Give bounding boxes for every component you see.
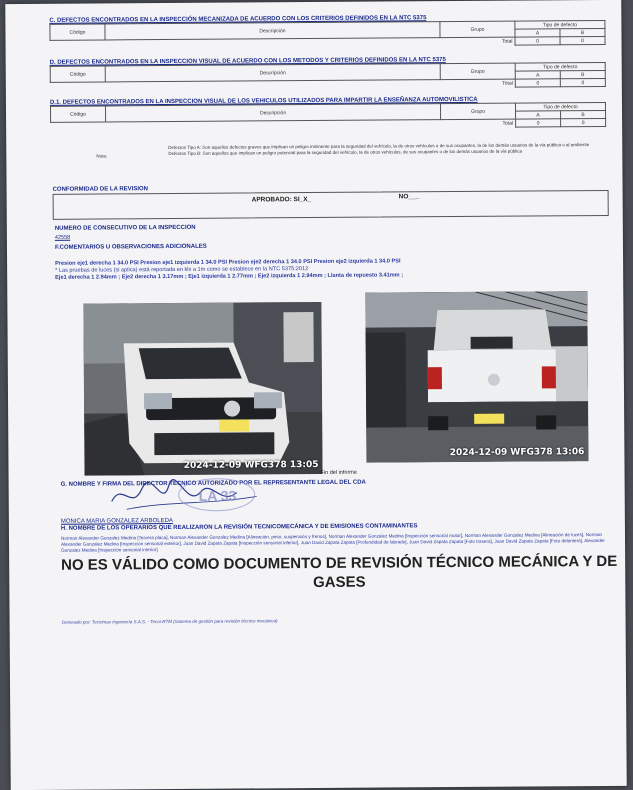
col-codigo: Código xyxy=(50,106,105,122)
front-vehicle-image xyxy=(83,302,322,476)
front-photo-timestamp: 2024-12-09 WFG378 13:05 xyxy=(183,459,319,471)
rear-vehicle-photo xyxy=(365,291,588,463)
observaciones xyxy=(55,257,575,282)
obs-line-2: * Las pruebas de luces (si aplica) está reportada en klx a 1m como se establece en la NTC 5375:2012 xyxy=(55,266,309,274)
col-descripcion: Descripción xyxy=(105,22,440,40)
consecutivo-number: 42558 xyxy=(54,234,71,241)
col-descripcion: Descripción xyxy=(105,64,440,82)
total-a: 0 xyxy=(515,37,560,45)
section-c-table xyxy=(49,20,605,49)
total-label: Total xyxy=(502,120,514,127)
note-type-a: Defectos Tipo A: Son aquellos defectos graves que implican un peligro inminente para la seguridad del vehículo, la de otros vehículos o de sus ocupantes, la de los demás usuarios de la vía pública o al ambiente xyxy=(168,142,590,151)
defect-note xyxy=(96,142,616,159)
col-a: A xyxy=(516,111,561,119)
section-g-title: G. NOMBRE Y FIRMA DEL DIRECTOR TECNICO AUTORIZADO POR EL REPRESENTANTE LEGAL DEL CDA xyxy=(60,479,366,488)
director-signature xyxy=(107,470,277,519)
section-d1-title: D.1. DEFECTOS ENCONTRADOS EN LA INSPECCION VISUAL DE LOS VEHICULOS UTILIZADOS PARA IMPARTIR LA ENSEÑANZA AUTOMOVILISTICA xyxy=(49,96,478,106)
total-b: 0 xyxy=(560,36,605,44)
col-a: A xyxy=(515,29,560,37)
section-h-title: H. NOMBRE DE LOS OPERARIOS QUE REALIZARON LA REVISIÓN TECNICOMECÁNICA Y DE EMISIONES CONTAMINANTES xyxy=(60,523,418,532)
note-label: Nota: xyxy=(96,153,108,159)
operarios-list: Norman Alexander Gonzalez Medina [Tercera placa], Norman Alexander Gonzalez Medina [Alineación, peso, suspensión y frenos], Norman Alexander Gonzalez Medina [Inspección sensorial motor], Norman Alexander Gonzalez Medina [Alineación de luces], Norman Alexander Gonzalez Medina [Inspección sensorial exterior], Juan David Zapata Zapata [Inspección sensorial inferior], Juan David Zapata Zapata [Profundidad de labrado], Juan David Zapata Zapata [Foto trasera], Juan David Zapata Zapata [Foto delantera], Alexander Gonzalez Medina [Inspección sensorial interior] xyxy=(60,532,605,553)
note-type-b: Defectos Tipo B: Son aquellos que implican un peligro potencial para la seguridad del vehículo, la de otros vehículos, de sus ocupantes o de los demás usuarios de la vía pública xyxy=(168,148,523,157)
rear-photo-timestamp: 2024-12-09 WFG378 13:06 xyxy=(449,447,585,459)
total-label: Total xyxy=(502,80,513,87)
total-label: Total xyxy=(501,38,513,45)
comentarios-title: F.COMENTARIOS U OBSERVACIONES ADICIONALES xyxy=(54,243,207,251)
inspection-report-page xyxy=(5,0,626,790)
total-a: 0 xyxy=(516,119,561,127)
aprobado-value: APROBADO: SI_X_ xyxy=(251,196,312,204)
no-value: NO___ xyxy=(398,193,420,201)
section-c xyxy=(49,14,605,49)
svg-text:LA 33: LA 33 xyxy=(198,487,237,504)
director-name: MONICA MARIA GONZALEZ ARBOLEDA xyxy=(60,518,173,525)
col-tipo: Tipo de defecto xyxy=(515,102,605,111)
conformidad-title: CONFORMIDAD DE LA REVISION xyxy=(52,186,149,193)
front-vehicle-photo xyxy=(83,302,322,476)
section-c-title: C. DEFECTOS ENCONTRADOS EN LA INSPECCIÓN MECANIZADA DE ACUERDO CON LOS CRITERIOS DEFINIDOS EN LA NTC 5375 xyxy=(49,15,427,24)
total-b: 0 xyxy=(560,78,605,86)
section-d xyxy=(50,56,606,91)
obs-line-3: Eje1 derecha 1 2.94mm ; Eje2 derecha 1 3.17mm ; Eje1 izquierda 1 2.77mm ; Eje2 izquierda 1 2.94mm ; Llanta de repuesto 3.41mm ; xyxy=(55,272,404,281)
total-b: 0 xyxy=(561,118,606,126)
col-grupo: Grupo xyxy=(440,103,515,120)
col-b: B xyxy=(560,70,605,78)
col-a: A xyxy=(515,71,560,79)
col-descripcion: Descripción xyxy=(105,104,440,122)
col-grupo: Grupo xyxy=(440,21,515,38)
generated-by: Generado por: Tecnimax Ingeniería S.A.S. - Tecni-RTM (Sistema de gestión para revisión técnico mecánica) xyxy=(61,618,278,625)
total-a: 0 xyxy=(515,79,560,87)
invalid-warning: NO ES VÁLIDO COMO DOCUMENTO DE REVISIÓN TÉCNICO MECÁNICA Y DE GASES xyxy=(61,552,618,592)
col-codigo: Código xyxy=(50,66,105,82)
fin-del-informe: Fin del informe xyxy=(320,469,357,476)
conformidad-box xyxy=(53,190,609,220)
section-d1 xyxy=(50,96,606,131)
col-tipo: Tipo de defecto xyxy=(515,20,605,29)
rear-vehicle-image xyxy=(365,291,588,463)
obs-line-1: Presion eje1 derecha 1 34.0 PSI Presion eje1 izquierda 1 34.0 PSI Presion eje2 derecha 1 34.0 PSI Presion eje2 izquierda 1 34.0 PSI xyxy=(55,258,401,267)
section-d1-table xyxy=(50,102,606,131)
col-tipo: Tipo de defecto xyxy=(515,62,605,71)
col-b: B xyxy=(560,28,605,36)
col-grupo: Grupo xyxy=(440,63,515,80)
section-d-title: D. DEFECTOS ENCONTRADOS EN LA INSPECCION VISUAL DE ACUERDO CON LOS METODOS Y CRITERIOS DEFINIDOS EN LA NTC 5375 xyxy=(49,57,446,66)
col-codigo: Código xyxy=(50,24,105,40)
consecutivo-title: NUMERO DE CONSECUTIVO DE LA INSPECCION xyxy=(54,224,196,232)
col-b: B xyxy=(561,110,606,118)
section-d-table xyxy=(50,62,606,91)
